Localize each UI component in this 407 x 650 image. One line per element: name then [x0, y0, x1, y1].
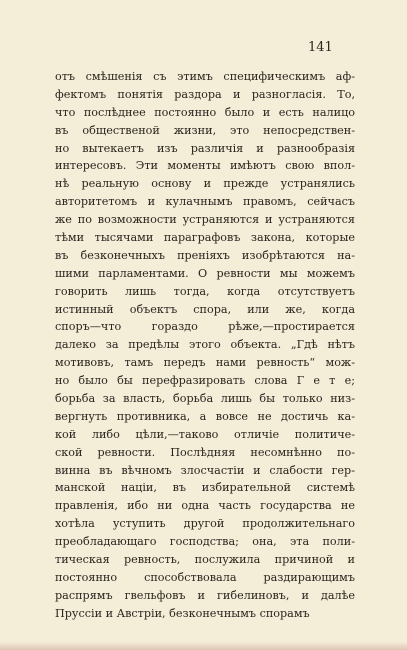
- text-line-18: но было бы перефразировать слова Г е т е;: [55, 374, 355, 388]
- text-line-29: постоянно способствовала раздирающимъ: [55, 570, 355, 584]
- text-line-12: шими парламентами. О ревности мы можемъ: [55, 266, 355, 280]
- text-line-13: говорить лишь тогда, когда отсутствуетъ: [55, 284, 355, 298]
- text-line-1: отъ смѣшенія съ этимъ специфическимъ аф-: [55, 70, 355, 83]
- text-line-15: споръ—что гораздо рѣже,—простирается: [55, 320, 355, 334]
- text-line-5: но вытекаетъ изъ различія и разнообразія: [55, 141, 355, 155]
- text-line-17: мотивовъ, тамъ передъ нами ревность“ мож-: [55, 356, 355, 370]
- text-line-21: кой либо цѣли,—таково отличіе политиче-: [55, 427, 355, 441]
- text-line-9: же по возможности устраняются и устраняются: [55, 213, 355, 227]
- text-line-31: Пруссіи и Австріи, безконечнымъ спорамъ: [55, 606, 310, 620]
- text-line-25: правленія, ибо ни одна часть государства не: [55, 499, 355, 513]
- text-line-3: что послѣднее постоянно было и есть налицо: [55, 105, 355, 119]
- text-line-30: распрямъ гвельфовъ и гибелиновъ, и далѣе: [55, 588, 355, 602]
- text-line-4: въ общественой жизни, это непосредствен-: [55, 123, 355, 137]
- text-line-19: борьба за власть, борьба лишь бы только низ-: [55, 392, 355, 406]
- text-line-10: тѣми тысячами параграфовъ закона, которые: [55, 231, 355, 245]
- text-line-7: нѣ реальную основу и прежде устранялись: [55, 177, 355, 191]
- text-line-24: манской націи, въ избирательной системѣ: [55, 481, 355, 495]
- text-line-6: интересовъ. Эти моменты имѣютъ свою впол-: [55, 159, 355, 173]
- text-line-2: фектомъ понятія раздора и разногласія. То,: [55, 87, 355, 101]
- text-line-27: преобладающаго господства; она, эта поли-: [55, 535, 355, 549]
- body-text: [55, 68, 355, 623]
- text-line-20: вергнуть противника, а вовсе не достичь ка-: [55, 409, 355, 423]
- text-line-22: ской ревности. Послѣдняя несомнѣнно по-: [55, 445, 355, 459]
- text-line-11: въ безконечныхъ преніяхъ изобрѣтаются на-: [55, 248, 355, 262]
- text-line-16: далеко за предѣлы этого объекта. „Гдѣ нѣтъ: [55, 338, 355, 352]
- page-bottom-edge: [0, 642, 407, 650]
- text-line-14: истинный объектъ спора, или же, когда: [55, 302, 355, 316]
- text-line-8: авторитетомъ и кулачнымъ правомъ, сейчасъ: [55, 195, 355, 209]
- text-line-28: тическая ревность, послужила причиной и: [55, 553, 355, 567]
- text-line-23: винна въ вѣчномъ злосчастіи и слабости гер-: [55, 463, 355, 477]
- page-number: 141: [308, 40, 333, 55]
- text-line-26: хотѣла уступить другой продолжительнаго: [55, 517, 355, 531]
